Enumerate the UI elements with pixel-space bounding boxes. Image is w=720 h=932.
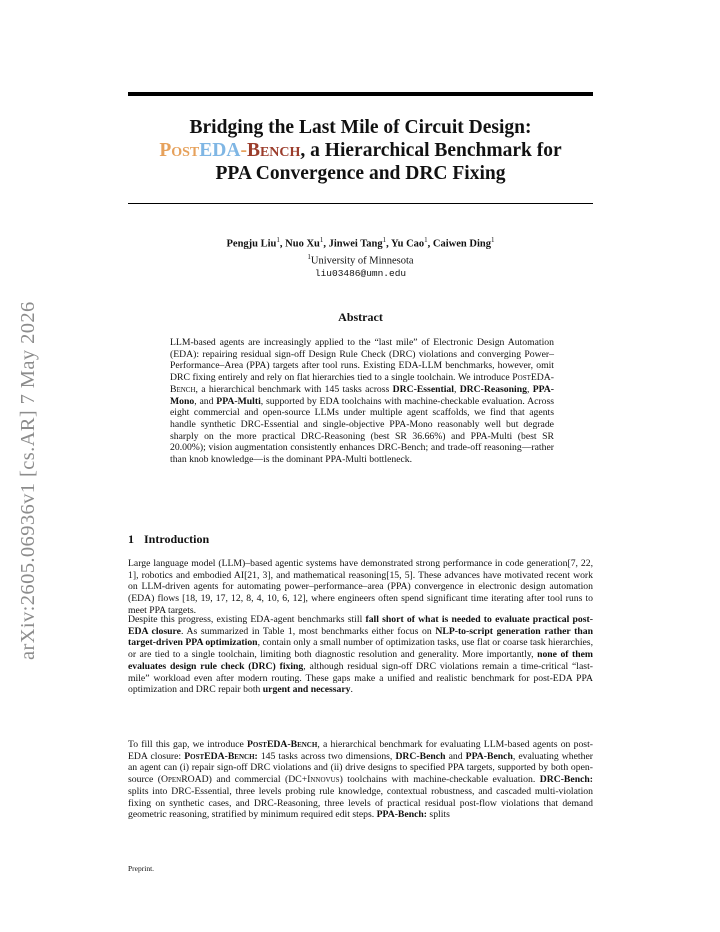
brand-post: Post (159, 140, 200, 161)
author-1-affil: 1 (276, 236, 280, 244)
emphasis-text: PPA-Bench (465, 750, 513, 762)
abstract-keyword: DRC-Essential (392, 383, 454, 395)
abstract-text: , a hierarchical benchmark with 145 tasks across (195, 383, 393, 395)
abstract-keyword: PPA-Multi (216, 395, 261, 407)
author-names: Pengju Liu$^1$, Nuo Xu$^1$, Jinwei Tang$^1$, Yu Cao$^1$, Caiwen Ding$^1$ (226, 236, 495, 250)
paragraph-text: splits (427, 809, 450, 821)
paragraph-text: ) and commercial ( (208, 774, 289, 786)
section-title: Introduction (144, 532, 210, 546)
emphasis-text: PPA-Bench: (376, 809, 427, 821)
abstract-text: , and (194, 395, 217, 407)
toolchain-name: DC+Innovus (288, 774, 340, 786)
title-rule-bottom (128, 203, 593, 204)
title-line-2 (128, 139, 593, 162)
author-4-affil: 1 (424, 236, 428, 244)
section-heading-introduction (128, 532, 209, 547)
footer-preprint: Preprint. (128, 864, 155, 873)
emphasis-text: urgent and necessary (262, 684, 351, 696)
paragraph-text: , a hierarchical benchmark for evaluating LLM-based agents on post-EDA closure: (128, 739, 593, 762)
paragraph-text: To fill this gap, we introduce (128, 739, 248, 750)
author-5: Caiwen Ding (432, 238, 491, 250)
paragraph-text: , contain only a small number of optimization tasks, use flat or coarse task hierarchies, or are tied to a single toolchain, limiting both diagnostic resolution and generality. More importantly, (128, 637, 593, 661)
paragraph-text: ) toolchains with machine-checkable evaluation. (339, 774, 540, 786)
emphasis-text: DRC-Bench: (539, 774, 593, 786)
abstract-keyword: PPA-Mono (170, 383, 555, 407)
title-line-3: PPA Convergence and DRC Fixing (215, 163, 506, 184)
abstract-text: , (526, 383, 533, 395)
abstract-text: , supported by EDA toolchains with machine-checkable evaluation. Across eight commercial and open-source LLMs under multiple agent scaffolds, we find that agents handle synthetic DRC-Essential and single-objective PPA-Mono reasonably well but degrade sharply on the more practical DRC-Reasoning (best SR 36.66%) and PPA-Multi (best SR 20.00%); vision augmentation consistently enhances DRC-Bench; and trade-off reasoning—rather than knob knowledge—is the dominant PPA-Multi bottleneck. (170, 395, 554, 466)
abstract-body (170, 337, 554, 466)
paragraph-text: , although residual sign-off DRC violations remain a time-critical “last-mile” workload even after modern routing. These gaps make a unified and realistic benchmark for post-EDA PPA optimization and DRC repair both (128, 660, 593, 696)
toolchain-name: OpenROAD (160, 774, 209, 786)
title-line-2-rest: , a Hierarchical Benchmark for (300, 140, 562, 161)
author-1: Pengju Liu (226, 238, 277, 250)
paragraph-text: . As summarized in Table 1, most benchmarks either focus on (180, 625, 436, 637)
abstract-text: LLM-based agents are increasingly applied to the “last mile” of Electronic Design Automation (EDA): repairing residual sign-off Design Rule Check (DRC) violations and converging Power–Performance–Area (PPA) targets after tool runs. Existing EDA-LLM benchmarks, however, omit DRC fixing entirely and rely on flat hierarchies tied to a single toolchain. We introduce (170, 337, 554, 384)
intro-paragraph-2 (128, 614, 593, 696)
paragraph-text: . (350, 684, 353, 696)
emphasis-text: NLP-to-script generation rather than target-driven PPA optimization (128, 625, 593, 649)
paragraph-text: and (445, 750, 466, 762)
paper-title (128, 116, 593, 185)
author-block (128, 234, 593, 281)
arxiv-identifier (14, 260, 42, 660)
author-2-affil: 1 (319, 236, 324, 244)
affiliation-marker: 1 (307, 253, 311, 261)
paragraph-text: 145 tasks across two dimensions, (257, 750, 396, 762)
title-line-1: Bridging the Last Mile of Circuit Design: (189, 117, 532, 138)
paragraph-text: , evaluating whether an agent can (i) repair sign-off DRC violations and (ii) drive designs to specified PPA targets, supported by both open-source ( (128, 750, 593, 786)
author-3-affil: 1 (382, 236, 387, 244)
affiliation-name: University of Minnesota (310, 255, 414, 267)
emphasis-brand: PostEDA-Bench: (184, 750, 258, 762)
arxiv-identifier-text: arXiv:2605.06936v1 [cs.AR] 7 May 2026 (17, 301, 39, 660)
intro-paragraph-3 (128, 739, 593, 821)
author-email[interactable]: liu03486@umn.edu (314, 268, 407, 279)
brand-dash: - (240, 140, 247, 161)
section-number: 1 (128, 532, 134, 546)
intro-paragraph-1: Large language model (LLM)–based agentic systems have demonstrated strong performance in code generation[7, 22, 1], robotics and embodied AI[21, 3], and mathematical reasoning[15, 5]. These advances have motivated recent work on LLM-driven agents for automating power–performance–area (PPA) convergence in electronic design automation (EDA) flows [18, 19, 17, 12, 8, 4, 10, 6, 12], where engineers often spend significant time iterating after tool runs to meet PPA targets. (128, 558, 593, 616)
affiliation (128, 251, 593, 268)
brand-eda: EDA (199, 140, 241, 161)
author-4: Yu Cao (391, 238, 425, 250)
author-2: Nuo Xu (285, 238, 320, 250)
paragraph-text: splits into DRC-Essential, three levels probing rule knowledge, contextual robustness, and cascaded multi-violation fixing on synthetic cases, and DRC-Reasoning, three levels of practical residual post-flow violations that demand geometric reasoning, stratified by minimum required edit steps. (128, 785, 593, 821)
emphasis-brand: PostEDA-Bench (247, 739, 318, 750)
emphasis-text: fall short of what is needed to evaluate practical post-EDA closure (128, 614, 593, 637)
abstract-keyword: DRC-Reasoning (459, 383, 527, 395)
emphasis-text: none of them evaluates design rule check (DRC) fixing (128, 649, 593, 672)
abstract-text: , (453, 383, 460, 395)
paragraph-text: Despite this progress, existing EDA-agent benchmarks still (128, 614, 366, 625)
abstract-brand: PostEDA-Bench (170, 372, 554, 395)
abstract-heading: Abstract (338, 310, 383, 324)
author-3: Jinwei Tang (328, 238, 383, 250)
title-rule-top (128, 92, 593, 96)
author-5-affil: 1 (490, 236, 495, 244)
emphasis-text: DRC-Bench (395, 750, 446, 762)
brand-bench: Bench (246, 140, 301, 161)
